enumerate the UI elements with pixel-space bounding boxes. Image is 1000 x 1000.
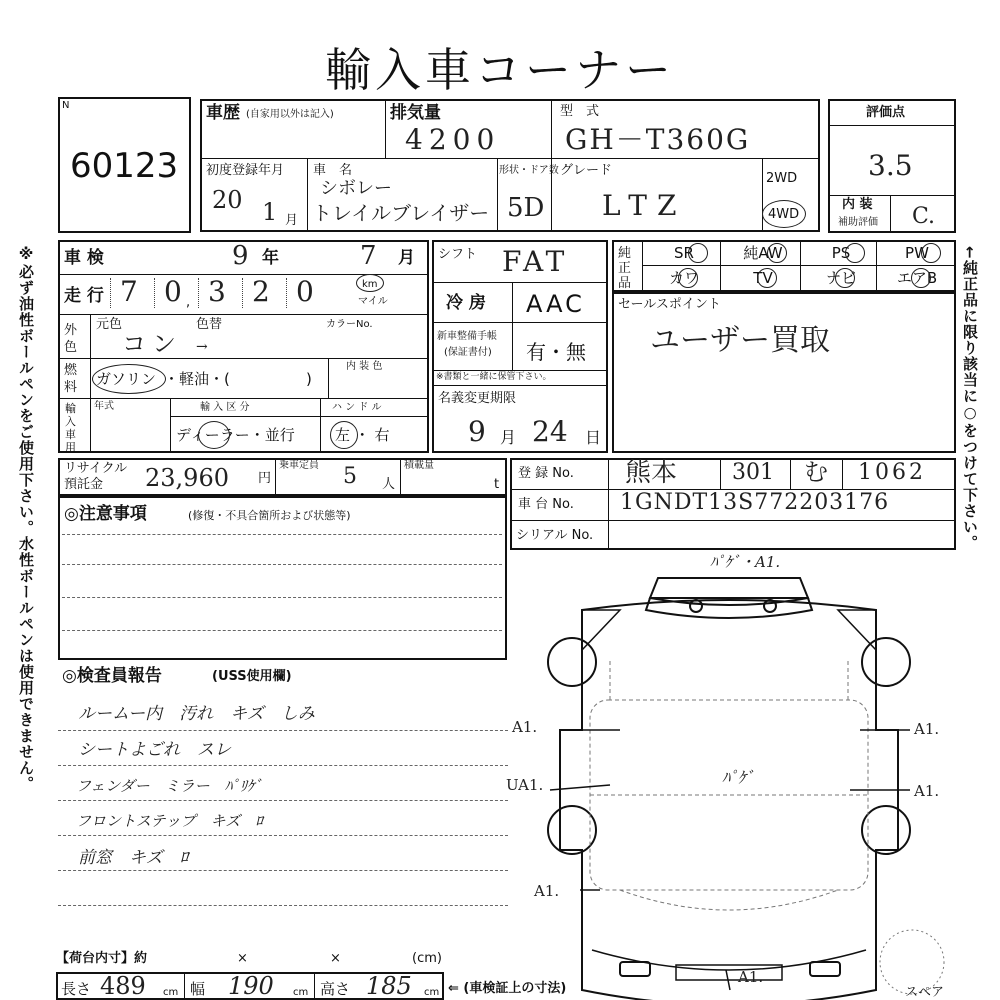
load-unit: t	[494, 477, 500, 492]
page-title: 輸入車コーナー	[325, 43, 675, 97]
import-label: 輸入車用	[65, 402, 76, 454]
mileage-digit: 0	[296, 275, 314, 308]
import-type-label: 輸 入 区 分	[200, 402, 250, 413]
color-label: 外色	[64, 323, 78, 355]
sales-value: ユーザー買取	[650, 323, 830, 358]
fuel-gasoline-circle	[92, 364, 166, 394]
diagram-note-left-2: UA1.	[506, 776, 544, 794]
shift-label: シフト	[438, 247, 478, 262]
color-code-label: カラーNo.	[326, 319, 373, 330]
recycle-value: 23,960	[145, 464, 229, 492]
fuel-others-close: )	[306, 370, 312, 388]
genuine-item: TV	[753, 269, 773, 287]
capacity-unit: 人	[382, 477, 396, 492]
cargo-height: 185	[366, 972, 412, 1000]
import-type-value: ディーラー・並行	[176, 426, 295, 444]
score-label: 評価点	[866, 105, 906, 120]
cargo-label: 【荷台内寸】約	[56, 951, 148, 966]
name-change-month: 9	[468, 415, 486, 448]
first-reg-label: 初度登録年月	[206, 163, 285, 178]
genuine-item: ナビ	[825, 269, 856, 287]
body-label: 形状・ドア数	[499, 165, 559, 176]
manual-value: 有・無	[526, 340, 586, 364]
model-label: 型 式	[560, 104, 600, 119]
genuine-item-circle	[835, 268, 855, 288]
lot-label: N	[62, 100, 70, 111]
genuine-item: エアB	[896, 269, 938, 287]
report-label: ◎検査員報告	[62, 666, 162, 686]
mileage-digit: 2	[252, 275, 270, 308]
capacity-label: 乗車定員	[279, 460, 319, 471]
sales-box	[612, 292, 956, 453]
genuine-item-circle	[678, 268, 698, 288]
capacity-value: 5	[343, 464, 357, 489]
car-name-label: 車 名	[313, 163, 353, 178]
cargo-height-label: 高さ	[320, 980, 351, 998]
cargo-height-cm: cm	[424, 987, 440, 998]
handle-left-circle	[330, 421, 358, 449]
color-arrow: →	[196, 339, 208, 355]
interior-value: C.	[912, 204, 936, 229]
aircon-value: AAC	[526, 290, 585, 318]
cargo-width-cm: cm	[293, 987, 309, 998]
first-reg-month-unit: 月	[285, 213, 299, 228]
serial-label: シリアル No.	[516, 528, 594, 543]
first-reg-month: 1	[262, 198, 278, 226]
genuine-item: PW	[905, 244, 929, 262]
registration-number: 1062	[858, 460, 926, 485]
cargo-len-label: 長さ	[61, 980, 92, 998]
manual-label-2: (保証書付)	[444, 347, 492, 358]
mileage-digit: 0	[164, 275, 182, 308]
recycle-unit: 円	[258, 471, 272, 486]
cargo-width-label: 幅	[190, 980, 206, 998]
genuine-item: SR	[674, 244, 694, 262]
genuine-label: 純正品	[618, 246, 632, 291]
inspection-label: 車 検	[64, 248, 104, 268]
diagram-note-right-2: A1.	[914, 782, 940, 800]
name-change-month-unit: 月	[500, 428, 517, 447]
cargo-len-cm: cm	[163, 987, 179, 998]
diagram-note-left-3: A1.	[534, 882, 560, 900]
interior-label-1: 内 装	[842, 197, 873, 212]
side-note-right: ←純正品に限り該当に○をつけて下さい。	[961, 246, 979, 551]
mileage-digits	[120, 275, 350, 310]
history-note: (自家用以外は記入)	[246, 109, 334, 120]
import-handle-label: ハ ン ド ル	[332, 402, 382, 413]
mileage-label: 走 行	[64, 286, 104, 306]
body-value: 5D	[507, 193, 545, 223]
model-value: GH－T360G	[565, 123, 751, 156]
notes-sub: (修復・不具合箇所および状態等)	[188, 509, 351, 522]
history-label: 車歴	[206, 103, 240, 123]
report-line-4: フロントステップ キズ ﾛ	[76, 812, 263, 830]
mileage-unit-mile: マイル	[358, 296, 388, 307]
fuel-gasoline: ガソリン	[96, 370, 157, 388]
cargo-len: 489	[100, 972, 146, 1000]
chassis-label: 車 台 No.	[518, 497, 574, 512]
fuel-label: 燃料	[64, 363, 78, 395]
fuel-others: ・軽油・(	[164, 370, 230, 388]
manual-note: ※書類と一緒に保管下さい。	[436, 372, 552, 382]
interior-label-2: 補助評価	[838, 217, 878, 228]
color-orig-value: コン	[122, 330, 182, 358]
registration-area: 熊本	[625, 458, 678, 488]
grade-value: LTZ	[602, 189, 687, 222]
interior-color-label: 内 装 色	[346, 361, 383, 372]
displacement-label: 排気量	[390, 103, 441, 123]
diagram-note-left-1: A1.	[512, 718, 538, 736]
genuine-item-circle	[688, 243, 708, 263]
drive-2wd-label: 2WD	[766, 171, 798, 186]
cargo-x2: ×	[330, 951, 341, 966]
import-year-label: 年式	[94, 401, 114, 412]
report-line-2: シートよごれ スレ	[78, 740, 231, 760]
registration-kana: む	[804, 458, 828, 486]
inspection-year: 9	[232, 241, 249, 271]
report-line-3: フェンダー ミラー ﾊﾟﾘｹﾞ	[76, 777, 263, 795]
import-dealer-circle	[198, 421, 230, 449]
manual-label-1: 新車整備手帳	[437, 331, 497, 342]
grade-label: グレード	[560, 163, 613, 178]
mileage-digit: 3	[208, 275, 226, 308]
registration-class: 301	[732, 460, 774, 485]
genuine-item-circle	[767, 243, 787, 263]
cargo-width: 190	[228, 972, 274, 1000]
score-value: 3.5	[868, 149, 913, 182]
mileage-digit: 7	[120, 275, 138, 308]
genuine-item: PS	[831, 244, 851, 262]
diagram-note-top: ﾊﾟｹﾞ・A1.	[710, 553, 781, 571]
inspection-year-unit: 年	[262, 248, 279, 268]
report-sub: (USS使用欄)	[212, 669, 292, 684]
mileage-unit-km: km	[362, 279, 378, 290]
genuine-item-circle	[845, 243, 865, 263]
genuine-item-circle	[757, 268, 777, 288]
diagram-note-center: ﾊﾟｹﾞ	[722, 768, 755, 787]
side-note-left: ※必ず油性ボールペンをご使用下さい。水性ボールペンは使用できません。	[17, 245, 35, 792]
name-change-day-unit: 日	[585, 428, 602, 447]
inspection-month: 7	[360, 241, 377, 271]
report-line-1: ルームー内 汚れ キズ しみ	[78, 704, 315, 724]
mileage-km-circle	[356, 274, 384, 292]
import-handle-value: 左 ・ 右	[335, 426, 390, 444]
notes-label: ◎注意事項	[64, 504, 147, 524]
name-change-label: 名義変更期限	[438, 391, 517, 406]
genuine-item-circle	[921, 243, 941, 263]
cargo-x1: ×	[237, 951, 248, 966]
inspection-month-unit: 月	[398, 248, 415, 268]
sales-label: セールスポイント	[618, 297, 721, 312]
drive-4wd-label: 4WD	[768, 207, 800, 222]
mileage-separator: ,	[186, 295, 191, 310]
genuine-item-circle	[911, 268, 931, 288]
recycle-label-1: リサイクル	[64, 461, 128, 476]
details-box	[58, 240, 429, 453]
name-change-day: 24	[532, 415, 568, 448]
diagram-note-right-1: A1.	[914, 720, 940, 738]
car-name-line2: トレイルブレイザー	[312, 201, 490, 225]
chassis-value: 1GNDT13S772203176	[620, 490, 890, 515]
drive-4wd-circle	[762, 200, 806, 228]
registration-label: 登 録 No.	[518, 466, 574, 481]
recycle-label-2: 預託金	[64, 477, 104, 492]
shift-value: FAT	[502, 245, 569, 278]
color-orig-label: 元色	[96, 317, 123, 332]
aircon-label: 冷 房	[446, 293, 486, 313]
lot-number: 60123	[70, 146, 179, 186]
cargo-unit: (cm)	[412, 951, 442, 966]
cargo-note: ⇐ (車検証上の寸法)	[448, 981, 567, 996]
load-label: 積載量	[404, 460, 434, 471]
diagram-note-bottom: A1.	[738, 968, 764, 986]
car-name-line1: シボレー	[320, 178, 392, 199]
genuine-item: カワ	[668, 269, 699, 287]
spare-label: スペア	[905, 985, 945, 1000]
color-change-label: 色替	[196, 317, 223, 332]
report-line-5: 前窓 キズ ﾛ	[78, 848, 189, 868]
genuine-item: 純AW	[743, 244, 783, 262]
displacement-value: 4200	[405, 123, 501, 156]
first-reg-year: 20	[212, 186, 243, 214]
